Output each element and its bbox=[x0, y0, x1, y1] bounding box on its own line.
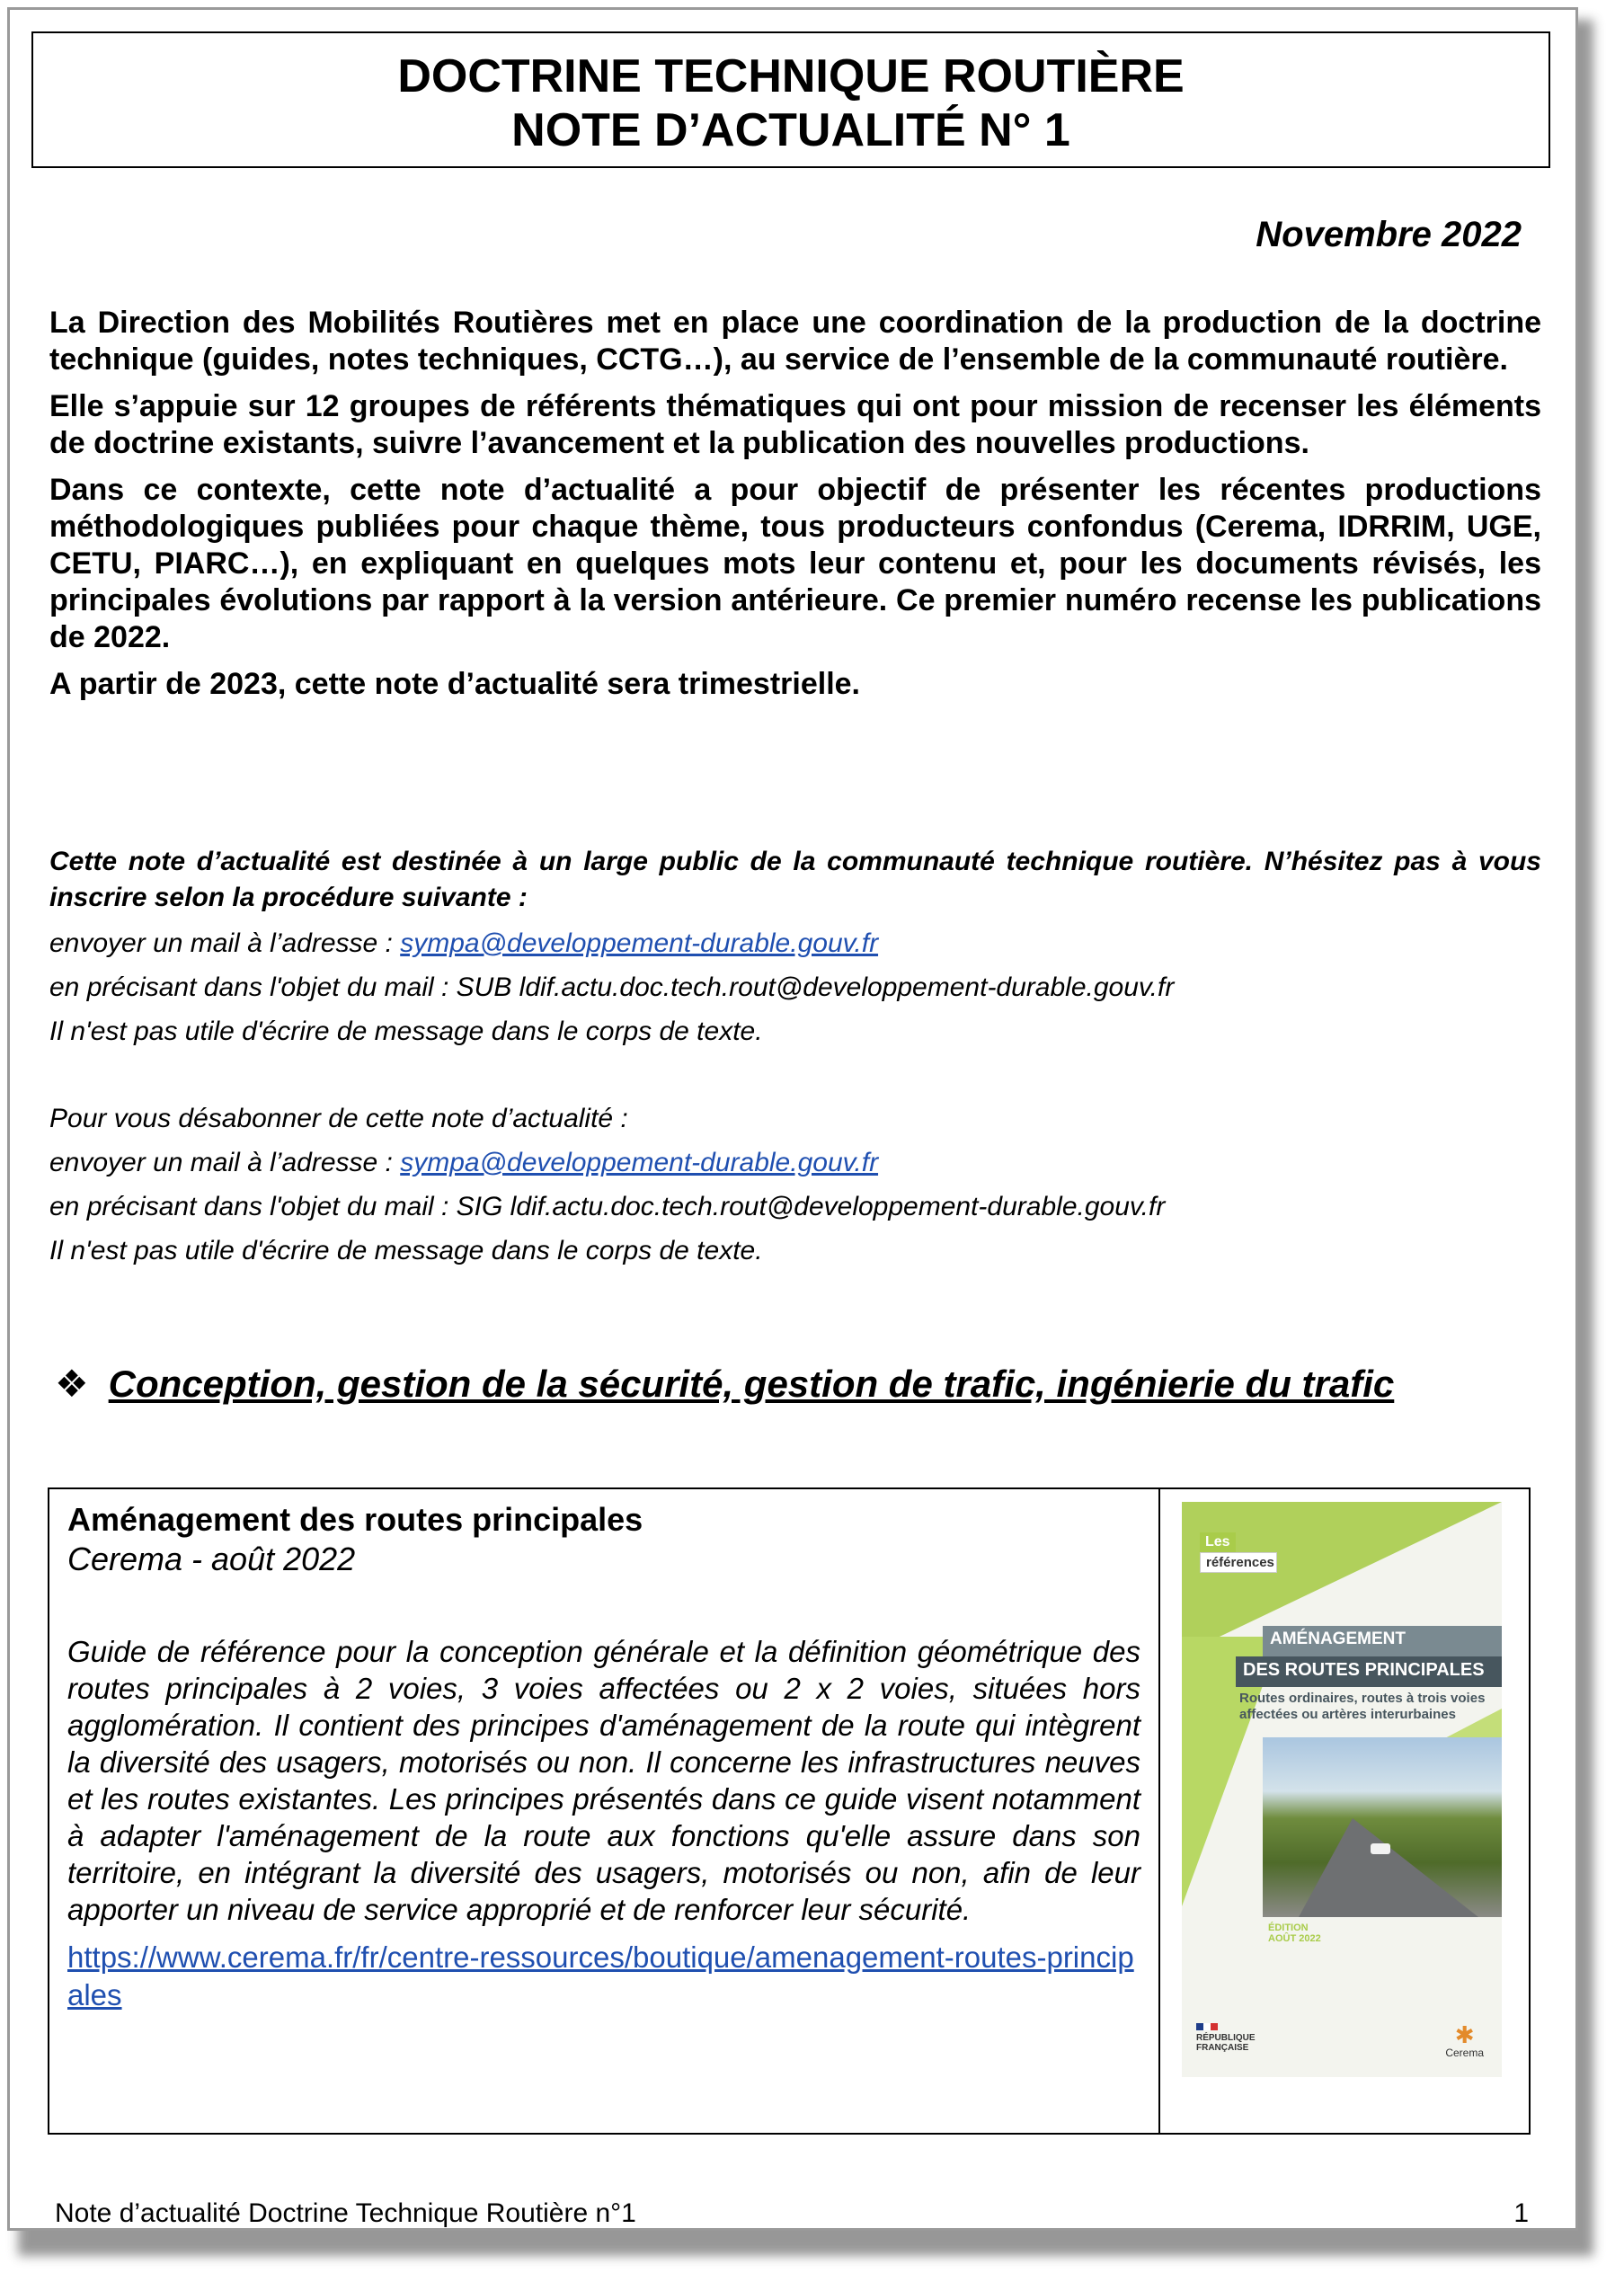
unsubscribe-object-line: en précisant dans l'objet du mail : SIG ldif.actu.doc.tech.rout@developpement-durable.gouv.fr bbox=[49, 1192, 1166, 1221]
subscribe-email-link[interactable]: sympa@developpement-durable.gouv.fr bbox=[400, 928, 879, 958]
document-entry-link[interactable]: https://www.cerema.fr/fr/centre-ressources/boutique/amenagement-routes-principales bbox=[67, 1940, 1134, 2011]
subscribe-send-prefix: envoyer un mail à l’adresse : bbox=[49, 928, 401, 958]
cover-badge-top: Les bbox=[1200, 1532, 1236, 1552]
page-footer bbox=[55, 2198, 1529, 2230]
subscribe-send-line bbox=[49, 921, 1541, 965]
cover-badge-bottom: références bbox=[1200, 1552, 1277, 1573]
republique-francaise-logo bbox=[1196, 2023, 1256, 2053]
document-entry-meta: Cerema - août 2022 bbox=[67, 1541, 356, 1577]
page-number: 1 bbox=[1513, 2198, 1529, 2228]
document-table bbox=[48, 1487, 1531, 2135]
section-heading bbox=[55, 1360, 1538, 1408]
unsubscribe-lead: Pour vous désabonner de cette note d’actualité : bbox=[49, 1104, 628, 1133]
cover-edition-line: AOÛT 2022 bbox=[1268, 1933, 1321, 1944]
subscribe-lead: Cette note d’actualité est destinée à un large public de la communauté technique routière. N’hésitez pas à vous inscrire selon la procédure suivante : bbox=[49, 847, 1541, 912]
document-info-cell bbox=[49, 1489, 1160, 2133]
intro-text bbox=[49, 305, 1541, 713]
document-title-line1: DOCTRINE TECHNIQUE ROUTIÈRE bbox=[397, 50, 1185, 102]
subscription-info bbox=[49, 844, 1541, 1273]
document-entry-description: Guide de référence pour la conception générale et la définition géométrique des routes principales à 2 voies, 3 voies affectées ou 2 x 2 voies, situées hors agglomération. Il contient des principes d'aménagement de la route qui intègrent la diversité des usagers, motorisés ou non. Il concerne les infrastructures neuves et les routes existantes. Les principes présentés dans ce guide visent notamment à adapter l'aménagement de la route aux fonctions qu'elle assure dans son territoire, en intégrant la diversité des usagers, motorisés ou non, afin de leur apporter un niveau de service approprié et de renforcer leur sécurité. bbox=[67, 1635, 1140, 1926]
cover-badge bbox=[1200, 1532, 1277, 1573]
unsubscribe-send-prefix: envoyer un mail à l’adresse : bbox=[49, 1148, 401, 1177]
footer-text: Note d’actualité Doctrine Technique Routière n°1 bbox=[55, 2198, 636, 2228]
section-heading-text: Conception, gestion de la sécurité, gestion de trafic, ingénierie du trafic bbox=[108, 1363, 1395, 1405]
subscribe-object-line: en précisant dans l'objet du mail : SUB ldif.actu.doc.tech.rout@developpement-durable.gouv.fr bbox=[49, 972, 1175, 1002]
diamond-bullet-icon: ❖ bbox=[55, 1363, 89, 1405]
document-page bbox=[7, 7, 1578, 2231]
intro-paragraph: Dans ce contexte, cette note d’actualité a pour objectif de présenter les récentes productions méthodologiques publiées pour chaque thème, tous producteurs confondus (Cerema, IDRRIM, UGE, CETU, PIARC…), en expliquant en quelques mots leur contenu et, pour les documents révisés, les principales évolutions par rapport à la version antérieure. Ce premier numéro recense les publications de 2022. bbox=[49, 473, 1541, 654]
intro-paragraph: A partir de 2023, cette note d’actualité sera trimestrielle. bbox=[49, 667, 860, 701]
car-shape bbox=[1371, 1843, 1390, 1854]
unsubscribe-email-link[interactable]: sympa@developpement-durable.gouv.fr bbox=[400, 1148, 879, 1177]
intro-paragraph: La Direction des Mobilités Routières met en place une coordination de la production de la doctrine technique (guides, notes techniques, CCTG…), au service de l’ensemble de la communauté routière. bbox=[49, 306, 1541, 377]
publication-date: Novembre 2022 bbox=[1256, 215, 1522, 254]
cover-subtitle: Routes ordinaires, routes à trois voies affectées ou artères interurbaines bbox=[1239, 1691, 1486, 1722]
document-entry-title: Aménagement des routes principales bbox=[67, 1501, 643, 1538]
flag-icon bbox=[1196, 2023, 1218, 2030]
unsubscribe-no-message: Il n'est pas utile d'écrire de message dans le corps de texte. bbox=[49, 1236, 763, 1265]
unsubscribe-send-line bbox=[49, 1141, 1541, 1185]
document-title-line2: NOTE D’ACTUALITÉ N° 1 bbox=[511, 104, 1070, 156]
cover-road-photo bbox=[1263, 1737, 1502, 1917]
document-cover-image bbox=[1182, 1502, 1502, 2077]
rf-line: RÉPUBLIQUE bbox=[1196, 2033, 1256, 2043]
spacer bbox=[49, 1053, 1541, 1097]
cover-edition bbox=[1268, 1922, 1321, 1944]
rf-line: FRANÇAISE bbox=[1196, 2043, 1249, 2053]
road-shape bbox=[1299, 1818, 1478, 1917]
cover-title-band: DES ROUTES PRINCIPALES bbox=[1236, 1656, 1502, 1687]
cover-title-band: AMÉNAGEMENT bbox=[1263, 1626, 1502, 1656]
cover-edition-line: ÉDITION bbox=[1268, 1922, 1309, 1933]
cerema-star-icon: ✱ bbox=[1454, 2021, 1475, 2048]
cerema-logo bbox=[1445, 2023, 1484, 2059]
subscribe-no-message: Il n'est pas utile d'écrire de message dans le corps de texte. bbox=[49, 1017, 763, 1046]
intro-paragraph: Elle s’appuie sur 12 groupes de référents thématiques qui ont pour mission de recenser les éléments de doctrine existants, suivre l’avancement et la publication des nouvelles productions. bbox=[49, 389, 1541, 460]
title-box bbox=[31, 31, 1550, 168]
cerema-logo-text: Cerema bbox=[1445, 2047, 1484, 2059]
